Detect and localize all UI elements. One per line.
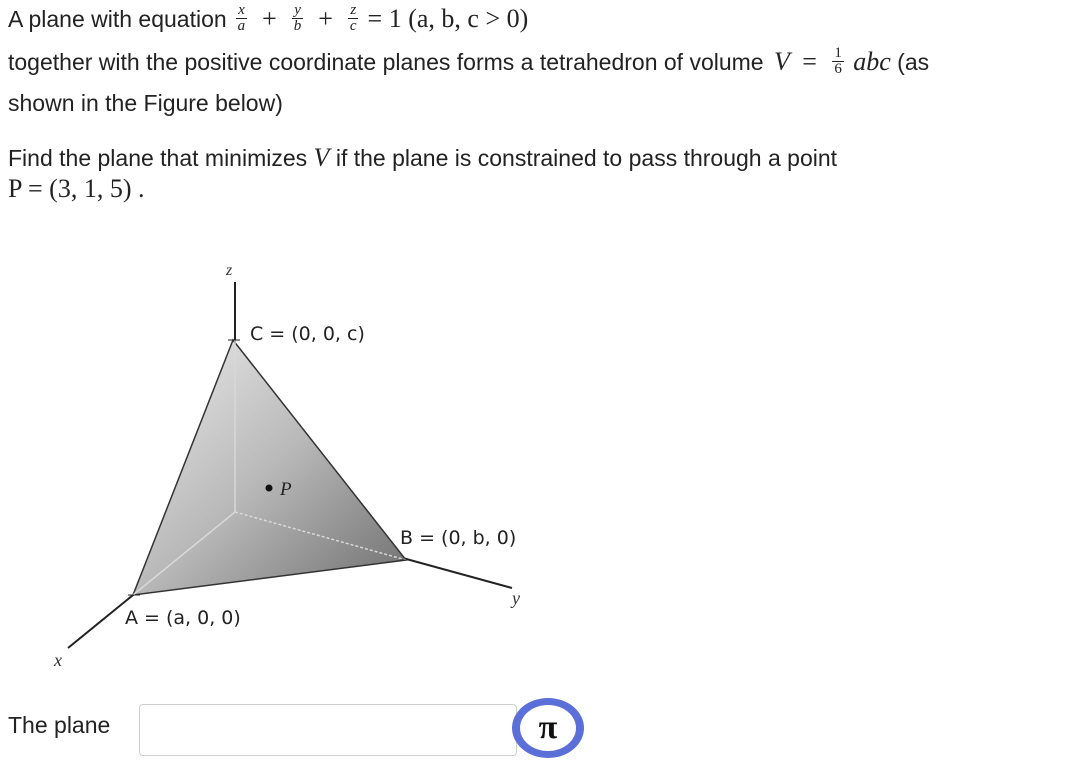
problem-line-3: shown in the Figure below)	[8, 90, 283, 116]
problem-line-1	[8, 4, 528, 36]
vertex-b-label: B = (0, b, 0)	[400, 527, 517, 549]
constraint-text: if the plane is constrained to pass through a point	[335, 145, 838, 171]
fraction-y-over-b: $\frac{y}{b}$	[293, 2, 302, 35]
answer-label: The plane	[8, 712, 111, 738]
fraction-x-over-a: $\frac{x}{a}$	[237, 2, 246, 35]
parenthetical-start: (as	[897, 49, 930, 75]
math-input-pi-button[interactable]	[512, 698, 584, 758]
equals-sign: =	[802, 47, 817, 76]
point-p-label: P	[280, 479, 292, 500]
plane-answer-input[interactable]	[139, 704, 517, 756]
problem-line-2	[8, 47, 929, 79]
equation-intro-text: A plane with equation	[8, 6, 227, 32]
z-axis-label: z	[226, 262, 233, 279]
fraction-one-sixth: $\frac{1}{6}$	[834, 45, 842, 78]
problem-line-4	[8, 143, 837, 173]
volume-intro-text: together with the positive coordinate planes forms a tetrahedron of volume	[8, 49, 764, 75]
minimize-variable: V	[313, 143, 330, 172]
vertex-c-label: C = (0, 0, c)	[250, 323, 365, 345]
y-axis-label: y	[512, 588, 520, 608]
point-p-marker	[266, 485, 273, 492]
abc-product: abc	[853, 47, 891, 76]
problem-line-5: P = (3, 1, 5) .	[8, 174, 145, 203]
plus-sign: +	[318, 4, 333, 33]
tetrahedron-face	[133, 340, 406, 595]
minimize-intro-text: Find the plane that minimizes	[8, 145, 308, 171]
pi-icon: π	[520, 705, 576, 751]
equation-rhs: = 1 (a, b, c > 0)	[367, 4, 529, 33]
plus-sign: +	[262, 4, 277, 33]
fraction-z-over-c: $\frac{z}{c}$	[349, 2, 357, 35]
tetrahedron-figure	[0, 240, 620, 680]
vertex-a-label: A = (a, 0, 0)	[125, 607, 241, 629]
x-axis-label: x	[54, 650, 62, 670]
volume-variable: V	[774, 47, 790, 76]
